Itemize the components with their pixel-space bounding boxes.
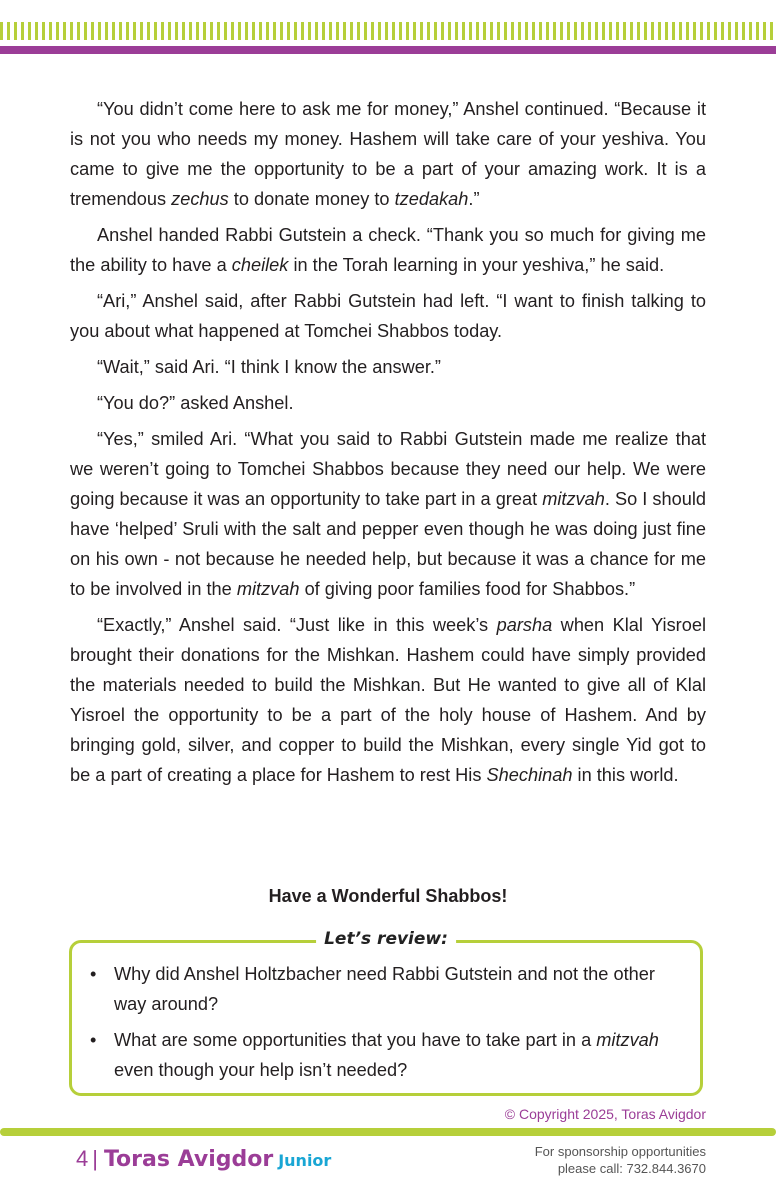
- text-run: . So I should have ‘helped’ Sruli with the salt and pepper even though he was doing just fine on his own - not because he needed help, but because it was a chance for me to be involved in the: [70, 489, 706, 599]
- sponsorship-line: For sponsorship opportunities: [534, 1144, 706, 1159]
- text-run: Why did Anshel Holtzbacher need Rabbi Gutstein and not the other way around?: [114, 964, 655, 1014]
- bullet-icon: •: [90, 1030, 97, 1050]
- text-run: “Wait,” said Ari. “I think I know the answer.”: [97, 357, 441, 377]
- bullet-icon: •: [90, 964, 97, 984]
- sponsorship-info: [535, 1143, 706, 1177]
- top-rule: [0, 46, 776, 54]
- article-body: [70, 94, 706, 796]
- text-run: Anshel handed Rabbi Gutstein a check. “Thank you so much for giving me the ability to have a: [70, 225, 706, 275]
- paragraph: [70, 424, 706, 604]
- page-number: 4: [76, 1146, 89, 1171]
- italic-run: Shechinah: [486, 765, 573, 785]
- footer-branding: [76, 1146, 331, 1172]
- footer-separator: |: [92, 1146, 98, 1171]
- text-run: of giving poor families food for Shabbos.”: [299, 579, 636, 599]
- top-decorative-stripes: [0, 22, 776, 40]
- sponsorship-phone: please call: 732.844.3670: [557, 1161, 706, 1176]
- text-run: in the Torah learning in your yeshiva,” he said.: [288, 255, 665, 275]
- italic-run: mitzvah: [236, 579, 300, 599]
- text-run: “You didn’t come here to ask me for money,” Anshel continued. “Because it is not you who needs my money. Hashem will take care of your yeshiva. You came to give me the opportunity to be a part of your amazing work. It is a tremendous: [70, 99, 706, 209]
- paragraph: [70, 610, 706, 790]
- text-run: What are some opportunities that you have to take part in a: [114, 1030, 597, 1050]
- text-run: even though your help isn’t needed?: [114, 1060, 408, 1080]
- paragraph: [70, 94, 706, 214]
- review-question: [86, 959, 686, 1019]
- italic-run: tzedakah: [394, 189, 469, 209]
- italic-run: mitzvah: [542, 489, 605, 509]
- review-title: Let’s review:: [316, 929, 456, 949]
- review-box: [69, 929, 703, 1096]
- text-run: .”: [468, 189, 480, 209]
- text-run: when Klal Yisroel brought their donations for the Mishkan. Hashem could have simply provided the materials needed to build the Mishkan. But He wanted to give all of Klal Yisroel the opportunity to be a part of the holy house of Hashem. And by bringing gold, silver, and copper to build the Mishkan, every single Yid got to be a part of creating a place for Hashem to rest His: [70, 615, 707, 785]
- italic-run: mitzvah: [596, 1030, 659, 1050]
- bottom-rule: [0, 1128, 776, 1136]
- italic-run: cheilek: [231, 255, 289, 275]
- italic-run: zechus: [171, 189, 229, 209]
- review-list: [72, 943, 700, 1085]
- copyright-notice: © Copyright 2025, Toras Avigdor: [504, 1106, 706, 1122]
- brand-logo-text: Toras Avigdor: [103, 1147, 274, 1172]
- text-run: in this world.: [572, 765, 679, 785]
- italic-run: parsha: [496, 615, 553, 635]
- text-run: “Yes,” smiled Ari. “What you said to Rabbi Gutstein made me realize that we weren’t going to Tomchei Shabbos because they need our help. We were going because it was an opportunity to take part in a great: [70, 429, 706, 509]
- review-question: [86, 1025, 686, 1085]
- paragraph: [70, 286, 706, 346]
- review-question-text: [114, 1030, 659, 1080]
- paragraph: [70, 352, 706, 382]
- paragraph: [70, 220, 706, 280]
- text-run: “Exactly,” Anshel said. “Just like in this week’s: [97, 615, 497, 635]
- text-run: “You do?” asked Anshel.: [97, 393, 294, 413]
- text-run: “Ari,” Anshel said, after Rabbi Gutstein had left. “I want to finish talking to you about what happened at Tomchei Shabbos today.: [70, 291, 706, 341]
- review-question-text: [114, 964, 655, 1014]
- brand-logo-subtext: Junior: [278, 1151, 332, 1170]
- closing-line: Have a Wonderful Shabbos!: [268, 886, 508, 906]
- text-run: to donate money to: [228, 189, 395, 209]
- paragraph: [70, 388, 706, 418]
